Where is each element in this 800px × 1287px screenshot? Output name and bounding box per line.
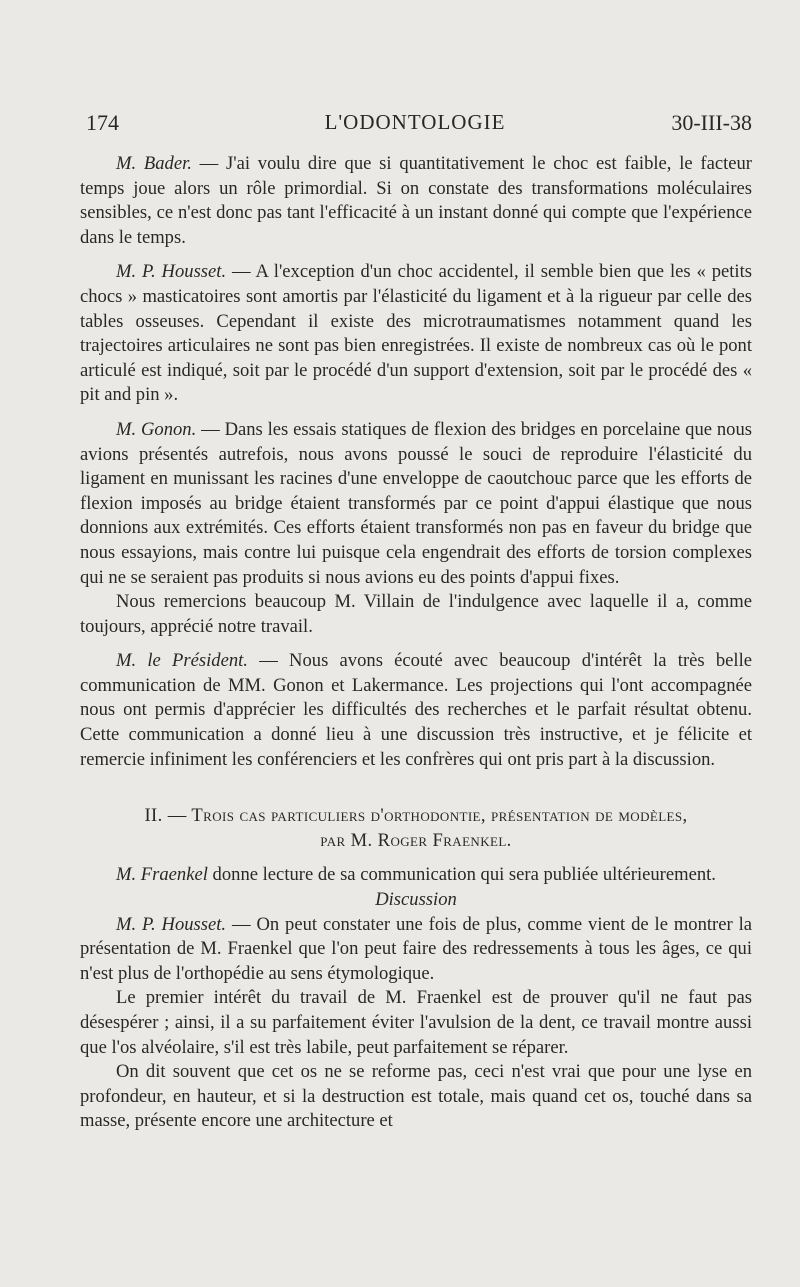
- paragraph: [80, 152, 752, 250]
- paragraph: [80, 986, 752, 1060]
- journal-title: L'ODONTOLOGIE: [324, 110, 506, 134]
- paragraph: [80, 863, 752, 888]
- paragraph-text: — A l'exception d'un choc accidentel, il semble bien que les « petits chocs » masticatoires sont amortis par l'élasticité du ligament et à la rigueur par celle des tables osseuses. Cependant il existe des microtraumatismes notamment quand les trajectoires articulaires ne sont pas bien enregistrées. Il existe de nombreux cas où le pont articulé est indiqué, soit par le procédé d'un support d'extension, soit par le procédé des « pit and pin ».: [80, 261, 752, 406]
- speaker: M. P. Housset.: [116, 913, 227, 935]
- page-number: 174: [86, 110, 119, 135]
- discussion-heading: Discussion: [375, 889, 457, 911]
- speaker: M. P. Housset.: [116, 261, 227, 283]
- section-title: II. — Trois cas particuliers d'orthodontie, présentation de modèles,: [144, 805, 688, 827]
- section-byline: par M. Roger Fraenkel.: [320, 829, 512, 851]
- paragraph: [80, 418, 752, 590]
- running-header: [78, 110, 752, 140]
- speaker: M. Fraenkel: [116, 864, 208, 886]
- paragraph-text: donne lecture de sa communication qui sera publiée ultérieurement.: [207, 864, 716, 886]
- paragraph-text: Le premier intérêt du travail de M. Fraenkel est de prouver qu'il ne faut pas désespérer ; ainsi, il a su parfaitement éviter l'avulsion de la dent, ce travail montre aussi que l'os alvéolaire, s'il est très labile, peut parfaitement se réparer.: [80, 987, 752, 1058]
- paragraph: [80, 1060, 752, 1134]
- paragraph: [80, 913, 752, 987]
- paragraph-text: — Dans les essais statiques de flexion des bridges en porcelaine que nous avions présentés autrefois, nous avons poussé le souci de reproduire l'élasticité du ligament en munissant les racines d'une enveloppe de caoutchouc parce que les efforts de flexion imposés au bridge étaient transformés par ce point d'appui élastique que nous donnions aux extrémités. Ces efforts étaient transformés non pas en faveur du bridge que nous essayions, mais contre lui puisque cela engendrait des efforts de torsion complexes qui ne se seraient pas produits si nous avions eu des points d'appui fixes.: [80, 418, 752, 588]
- section-heading: [80, 804, 752, 853]
- speaker: M. Gonon.: [116, 418, 197, 440]
- paragraph: [80, 590, 752, 639]
- speaker: M. le Président.: [116, 650, 248, 672]
- speaker: M. Bader.: [116, 153, 192, 174]
- paragraph: [80, 260, 752, 408]
- paragraph-text: — Nous avons écouté avec beaucoup d'intérêt la très belle communication de MM. Gonon et Lakermance. Les projections qui l'ont accompagnée nous ont permis d'apprécier les difficultés des recherches et le parfait résultat obtenu. Cette communication a donné lieu à une discussion très instructive, et je félicite et remercie infiniment les conférenciers et les confrères qui ont pris part à la discussion.: [80, 650, 753, 770]
- paragraph-text: — On peut constater une fois de plus, comme vient de le montrer la présentation de M. Fraenkel que l'on peut faire des redressements à tous les âges, ce qui n'est plus de l'orthopédie au sens étymologique.: [80, 913, 752, 984]
- paragraph-text: On dit souvent que cet os ne se reforme pas, ceci n'est vrai que pour une lyse en profondeur, en hauteur, et si la destruction est totale, mais quand cet os, touché dans sa masse, présente encore une architecture et: [80, 1061, 752, 1132]
- paragraph-text: — J'ai voulu dire que si quantitativement le choc est faible, le facteur temps joue alors un rôle primordial. Si on constate des transformations moléculaires sensibles, ce n'est donc pas tant l'efficacité à un instant donné qui compte que l'expérience dans le temps.: [80, 153, 752, 248]
- issue-date: 30-III-38: [671, 110, 752, 135]
- paragraph: [80, 649, 752, 772]
- body-text: [80, 152, 752, 1134]
- paragraph-text: Nous remercions beaucoup M. Villain de l'indulgence avec laquelle il a, comme toujours, apprécié notre travail.: [80, 591, 752, 637]
